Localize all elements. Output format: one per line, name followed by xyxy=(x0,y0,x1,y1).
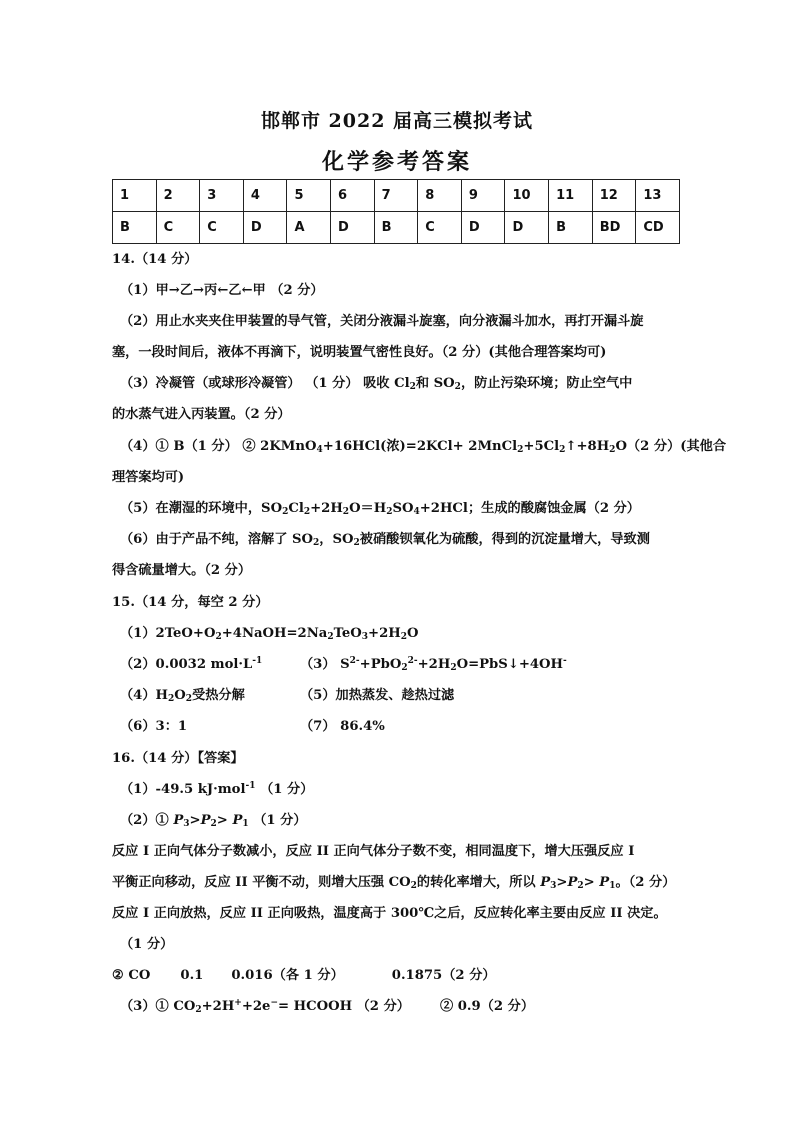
answer-cell: B xyxy=(374,212,418,244)
question-number: 9 xyxy=(461,180,505,212)
q14-heading: 14.（14 分） xyxy=(112,252,198,267)
q14-part6-line1: （6）由于产品不纯，溶解了 $SO_2$，$SO_2$被硝酸钡氧化为硫酸，得到的沉淀量增大，导致测 xyxy=(120,532,650,548)
answer-cell: C xyxy=(156,212,200,244)
question-number: 10 xyxy=(505,180,549,212)
answer-cell: B xyxy=(549,212,593,244)
q16-part3: （3）① $CO_2+2H^++2e^-=$ HCOOH （2 分） ② 0.9（2 分） xyxy=(120,998,535,1015)
answer-cell: B xyxy=(113,212,157,244)
question-number: 3 xyxy=(200,180,244,212)
answer-key-title: 化学参考答案 xyxy=(321,149,472,175)
q14-part4-line2: 理答案均可) xyxy=(112,470,185,485)
answer-cell: D xyxy=(505,212,549,244)
q15-part7: （7） 86.4% xyxy=(300,719,385,734)
q16-explanation-line4: （1 分） xyxy=(120,937,174,952)
answer-cell: C xyxy=(200,212,244,244)
q15-part3: （3） $S^{2-}+PbO_2^{2-}+2H_2O=PbS↓+4OH^-$ xyxy=(300,656,567,673)
answer-row xyxy=(113,212,680,244)
q14-part3-line2: 的水蒸气进入丙装置。（2 分） xyxy=(112,407,291,422)
exam-title: 邯郸市 2022 届高三模拟考试 xyxy=(260,110,534,132)
q14-part2-line1: （2）用止水夹夹住甲装置的导气管，关闭分液漏斗旋塞，向分液漏斗加水，再打开漏斗旋 xyxy=(120,314,644,329)
question-number: 12 xyxy=(592,180,636,212)
question-number: 1 xyxy=(113,180,157,212)
answer-cell: CD xyxy=(636,212,680,244)
answer-cell: BD xyxy=(592,212,636,244)
q14-part3-line1: （3）冷凝管（或球形冷凝管） （1 分） 吸收 $Cl_2$和 $SO_2$，防止污染环境；防止空气中 xyxy=(120,376,633,392)
q16-heading: 16.（14 分）【答案】 xyxy=(112,751,244,766)
question-number-row xyxy=(113,180,680,212)
q16-part2-answers: ② CO 0.1 0.016（各 1 分） 0.1875（2 分） xyxy=(112,968,496,983)
answer-cell: D xyxy=(461,212,505,244)
q16-explanation-line2: 平衡正向移动，反应 II 平衡不动，则增大压强 $CO_2$的转化率增大，所以 $P_3>P_2> P_1$。（2 分） xyxy=(112,875,676,891)
q15-part5: （5）加热蒸发、趁热过滤 xyxy=(300,688,455,703)
question-number: 8 xyxy=(418,180,462,212)
answer-cell: A xyxy=(287,212,331,244)
q14-part5: （5）在潮湿的环境中，$SO_2Cl_2+2H_2O=H_2SO_4+2HCl$；生成的酸腐蚀金属（2 分） xyxy=(120,501,640,517)
q16-part2: （2）① $P_3>P_2> P_1$ （1 分） xyxy=(120,813,307,829)
question-number: 5 xyxy=(287,180,331,212)
question-number: 11 xyxy=(549,180,593,212)
question-number: 13 xyxy=(636,180,680,212)
question-number: 6 xyxy=(331,180,375,212)
q16-explanation-line3: 反应 I 正向放热，反应 II 正向吸热，温度高于 300℃之后，反应转化率主要由反应 II 决定。 xyxy=(112,906,667,921)
answer-cell: D xyxy=(243,212,287,244)
q14-part1: （1）甲→乙→丙←乙←甲 （2 分） xyxy=(120,283,324,298)
question-number: 7 xyxy=(374,180,418,212)
q16-part1: （1）-49.5 kJ·mol$^{-1}$ （1 分） xyxy=(120,781,314,797)
answer-cell: C xyxy=(418,212,462,244)
answer-table xyxy=(112,179,680,244)
q15-part2: （2）0.0032 $mol\cdot L^{-1}$ xyxy=(120,656,263,672)
q15-part6: （6）3：1 xyxy=(120,719,188,734)
q14-part6-line2: 得含硫量增大。（2 分） xyxy=(112,563,252,578)
q14-part4-line1: （4）① B（1 分） ② 2KMnO$_4$+16HCl(浓)$=2KCl+ 2MnCl_2+5Cl_2↑+8H_2O(2$ 分）(其他合 xyxy=(120,439,727,455)
q15-part1: $(1)2TeO+O_2+4NaOH=2Na_2TeO_3+2H_2O$ xyxy=(120,626,419,642)
q15-heading: 15.（14 分，每空 2 分） xyxy=(112,595,269,610)
question-number: 2 xyxy=(156,180,200,212)
q14-part2-line2: 塞，一段时间后，液体不再滴下，说明装置气密性良好。（2 分）(其他合理答案均可) xyxy=(112,345,607,360)
q16-explanation-line1: 反应 I 正向气体分子数减小，反应 II 正向气体分子数不变，相同温度下，增大压强反应 I xyxy=(112,844,635,859)
answer-cell: D xyxy=(331,212,375,244)
question-number: 4 xyxy=(243,180,287,212)
q15-part4: $(4)H_2O_2$受热分解 xyxy=(120,688,245,704)
